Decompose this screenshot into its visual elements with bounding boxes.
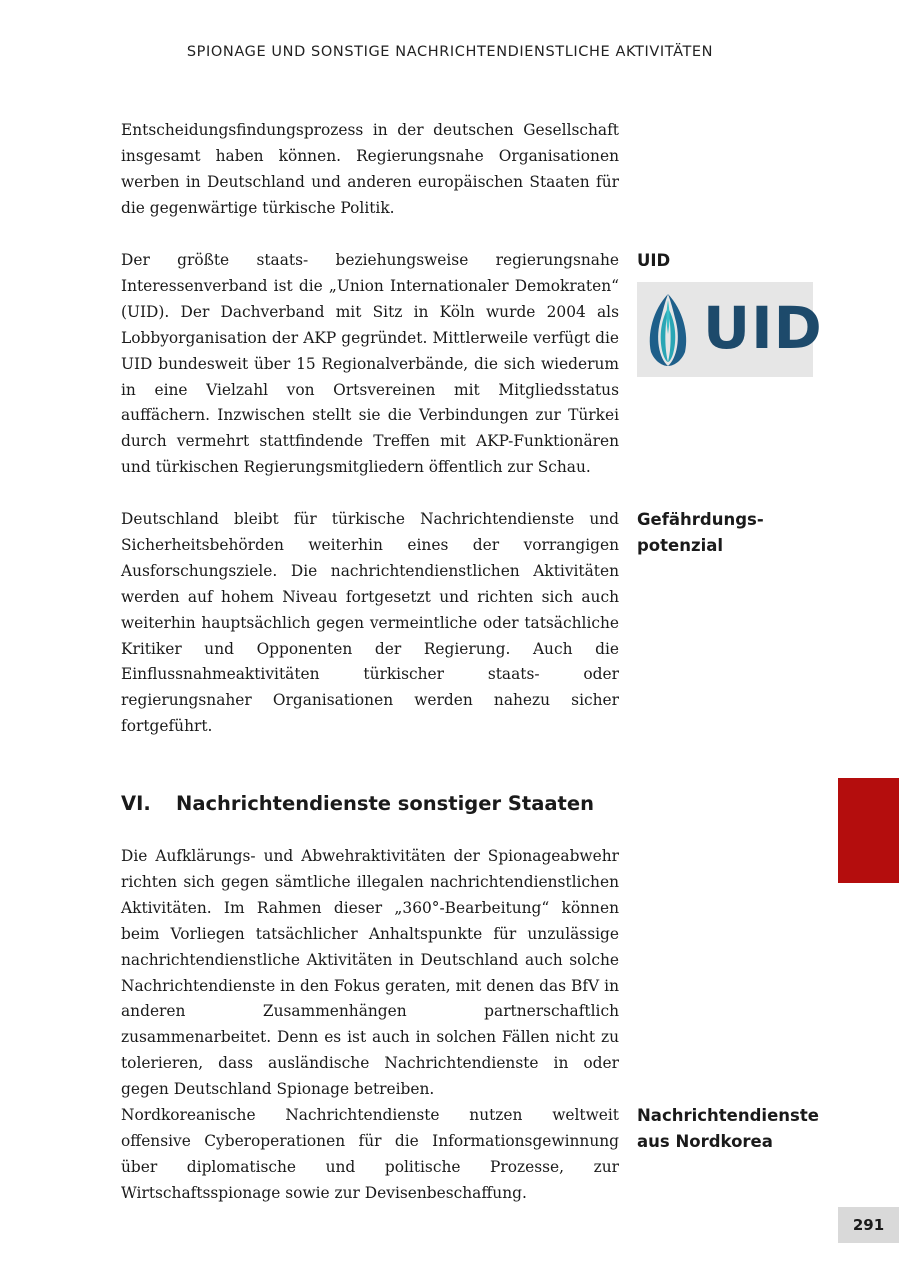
running-header: SPIONAGE UND SONSTIGE NACHRICHTENDIENSTLICHE AKTIVITÄTEN xyxy=(186,44,714,60)
margin-note-line: aus Nordkorea xyxy=(637,1132,773,1151)
uid-logo xyxy=(637,282,823,377)
margin-note-uid: UID xyxy=(637,251,671,270)
margin-note-gefaehrdungspotenzial xyxy=(637,507,822,559)
paragraph-2: Der größte staats- beziehungsweise regierungsnahe Interessenverband ist die „Union Internationaler Demokraten“ (UID). Der Dachverband mit Sitz in Köln wurde 2004 als Lobbyorganisation der AKP gegründet. Mittlerweile verfügt die UID bundesweit über 15 Regionalverbände, die sich wiederum in eine Vielzahl von Ortsvereinen mit Mitgliedsstatus auffächern. Inzwischen stellt sie die Verbindungen zur Türkei durch vermehrt stattfindende Treffen mit AKP-Funktionären und türkischen Regierungsmitgliedern öffentlich zur Schau. xyxy=(121,251,619,477)
section-number: VI. xyxy=(121,792,151,815)
section-heading xyxy=(121,790,594,818)
uid-logo-text: UID xyxy=(703,294,823,362)
paragraph-4: Die Aufklärungs- und Abwehraktivitäten der Spionageabwehr richten sich gegen sämtliche illegalen nachrichtendienstlichen Aktivitäten. Im Rahmen dieser „360°-Bearbeitung“ können beim Vorliegen tatsächlicher Anhaltspunkte für unzulässige nachrichtendienstliche Aktivitäten in Deutschland auch solche Nachrichtendienste in den Fokus geraten, mit denen das BfV in anderen Zusammenhängen partnerschaftlich zusammenarbeitet. Denn es ist auch in solchen Fällen nicht zu tolerieren, dass ausländische Nachrichtendienste in oder gegen Deutschland Spionage betreiben. xyxy=(121,847,619,1099)
margin-note-line: potenzial xyxy=(637,536,724,555)
tulip-icon xyxy=(637,282,703,377)
chapter-marker-tab xyxy=(838,778,899,883)
paragraph-3: Deutschland bleibt für türkische Nachrichtendienste und Sicherheitsbehörden weiterhin eines der vorrangigen Ausforschungsziele. Die nachrichtendienstlichen Aktivitäten werden auf hohem Niveau fortgesetzt und richten sich auch weiterhin hauptsächlich gegen vermeintliche oder tatsächliche Kritiker und Opponenten der Regierung. Auch die Einflussnahmeaktivitäten türkischer staats- oder regierungsnaher Organisationen werden nahezu sicher fortgeführt. xyxy=(121,510,619,736)
paragraph-1: Entscheidungsfindungsprozess in der deutschen Gesellschaft insgesamt haben können. Regierungsnahe Organisationen werben in Deutschland und anderen europäischen Staaten für die gegenwärtige türkische Politik. xyxy=(121,121,619,217)
page-number: 291 xyxy=(838,1207,899,1243)
section-title: Nachrichtendienste sonstiger Staaten xyxy=(176,792,594,815)
margin-note-line: Gefährdungs- xyxy=(637,510,764,529)
margin-note-line: Nachrichtendienste xyxy=(637,1106,819,1125)
paragraph-5: Nordkoreanische Nachrichtendienste nutzen weltweit offensive Cyberoperationen für die Informationsgewinnung über diplomatische und politische Prozesse, zur Wirtschaftsspionage sowie zur Devisenbeschaffung. xyxy=(121,1106,619,1202)
margin-note-nordkorea xyxy=(637,1103,822,1155)
